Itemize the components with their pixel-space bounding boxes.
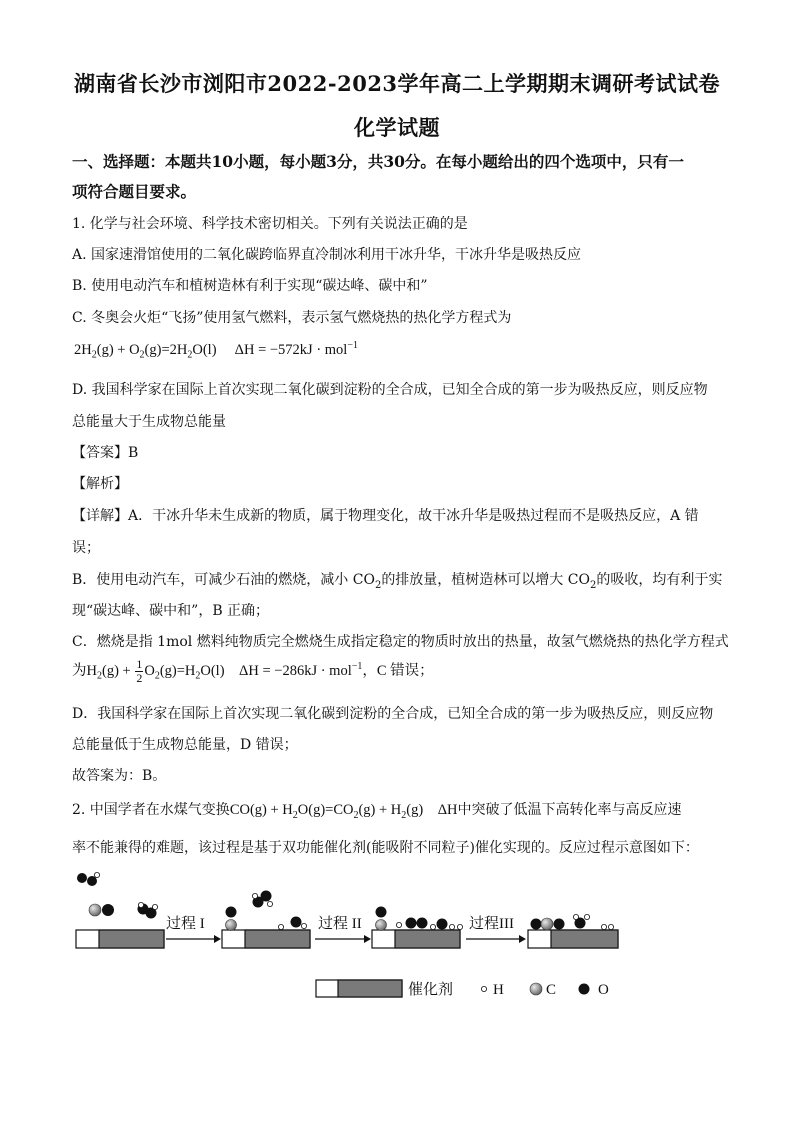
catalyst-bar-1 (76, 930, 164, 948)
stage1-molecules (77, 872, 158, 918)
q2-stem-prefix: 2. 中国学者在水煤气变换 (72, 802, 230, 818)
catalyst-bar-3 (372, 930, 460, 948)
explanation-b-part3: 的吸收，均有利于实 (596, 572, 723, 588)
catalyst-bar-2 (222, 930, 310, 948)
legend-o-label: O (598, 982, 609, 998)
stage2-molecules (226, 891, 307, 931)
legend-h-label: H (493, 982, 504, 998)
q1-answer (72, 442, 734, 462)
q1-option-b: B. 使用电动汽车和植树造林有利于实现“碳达峰、碳中和” (72, 278, 428, 294)
step3-label: 过程III (469, 916, 514, 932)
stage4-molecules (531, 914, 614, 930)
answer-value: B (128, 445, 139, 461)
explanation-c-prefix: 为 (72, 662, 87, 679)
explanation-c-line2: 为$H_2(g)$ + $\frac{1}{2}$ $O_2(g)=H_2O(l)$ ΔH = −286kJ · mol$^{-1}$，C 错误； (72, 657, 434, 685)
diagram-legend (316, 980, 609, 998)
document-title: 湖南省长沙市浏阳市2022-2023学年高二上学期期末调研考试试卷 (73, 71, 721, 96)
explanation-d-line2: 总能量低于生成物总能量，D 错误； (72, 737, 298, 753)
explanation-b-part1: B．使用电动汽车，可减少石油的燃烧，减小 CO (72, 572, 375, 588)
stage3-molecules (376, 907, 463, 931)
q1-c-delta-h: ΔH = −572kJ · mol (234, 341, 348, 358)
explanation-b-line2: 现“碳达峰、碳中和”，B 正确； (72, 603, 270, 619)
q2-stem-line1: 2. 中国学者在水煤气变换$CO(g) + H_2O(g)=CO_2(g) + H_2(g)$ ΔH中突破了低温下高转化率与高反应速 (72, 802, 682, 821)
q1-option-c: C. 冬奥会火炬“飞扬”使用氢气燃料，表示氢气燃烧热的热化学方程式为 (72, 310, 512, 326)
q1-exp-delta-h: ΔH = −286kJ · mol (239, 662, 352, 679)
explanation-a-line2: 误； (72, 540, 100, 556)
q1-option-a: A. 国家速滑馆使用的二氧化碳跨临界直冷制冰利用干冰升华，干冰升华是吸热反应 (72, 247, 582, 263)
answer-tag: 【答案】 (72, 445, 128, 461)
catalyst-bar-4 (528, 930, 618, 948)
explanation-a-line1 (72, 505, 734, 525)
explanation-c-line1: C．燃烧是指 1mol 燃料纯物质完全燃烧生成指定稳定的物质时放出的热量，故氢气燃烧热的热化学方程式 (72, 634, 729, 650)
legend-c-label: C (546, 982, 557, 998)
fraction-one-half: $\frac{1}{2}$ (136, 657, 143, 685)
process-arrow-2 (315, 915, 371, 943)
step1-label: 过程 I (166, 916, 205, 932)
q1-stem: 1. 化学与社会环境、科学技术密切相关。下列有关说法正确的是 (72, 216, 468, 232)
q2-stem-suffix: 中突破了低温下高转化率与高反应速 (457, 802, 682, 818)
step2-label: 过程 II (318, 916, 362, 932)
reaction-process-diagram (0, 868, 794, 1008)
q1-option-d-line1: D. 我国科学家在国际上首次实现二氧化碳到淀粉的全合成，已知全合成的第一步为吸热反应，则反应物 (72, 382, 708, 398)
explanation-a-text: A．干冰升华未生成新的物质，属于物理变化，故干冰升华是吸热过程而不是吸热反应，A 错 (128, 508, 699, 524)
explanation-d-line1: D．我国科学家在国际上首次实现二氧化碳到淀粉的全合成，已知全合成的第一步为吸热反应，则反应物 (72, 706, 714, 722)
explanation-b-line1: B．使用电动汽车，可减少石油的燃烧，减小 $CO_2$的排放量，植树造林可以增大 $CO_2$的吸收，均有利于实 (72, 572, 723, 591)
section-heading-cont: 项符合题目要求。 (72, 182, 197, 201)
detail-tag: 【详解】 (72, 508, 128, 524)
explanation-c-suffix: ，C 错误； (362, 662, 434, 679)
document-subtitle: 化学试题 (354, 115, 440, 140)
process-arrow-3 (466, 915, 526, 943)
analysis-tag: 【解析】 (72, 476, 128, 492)
explanation-b-part2: 的排放量，植树造林可以增大 CO (381, 572, 590, 588)
section-heading: 一、选择题：本题共10小题，每小题3分，共30分。在每小题给出的四个选项中，只有一 (72, 152, 684, 171)
process-arrow-1 (166, 915, 221, 943)
q1-option-d-line2: 总能量大于生成物总能量 (72, 414, 226, 430)
q1-conclusion: 故答案为：B。 (72, 768, 167, 784)
q1-option-c-equation: $2H_2(g) + O_2(g)=2H_2O(l)$ ΔH = −572kJ · mol$^{-1}$ (74, 340, 358, 361)
q2-stem-line2: 率不能兼得的难题，该过程是基于双功能催化剂(能吸附不同粒子)催化实现的。反应过程示意图如下： (72, 840, 699, 856)
legend-catalyst-label: 催化剂 (408, 982, 454, 998)
